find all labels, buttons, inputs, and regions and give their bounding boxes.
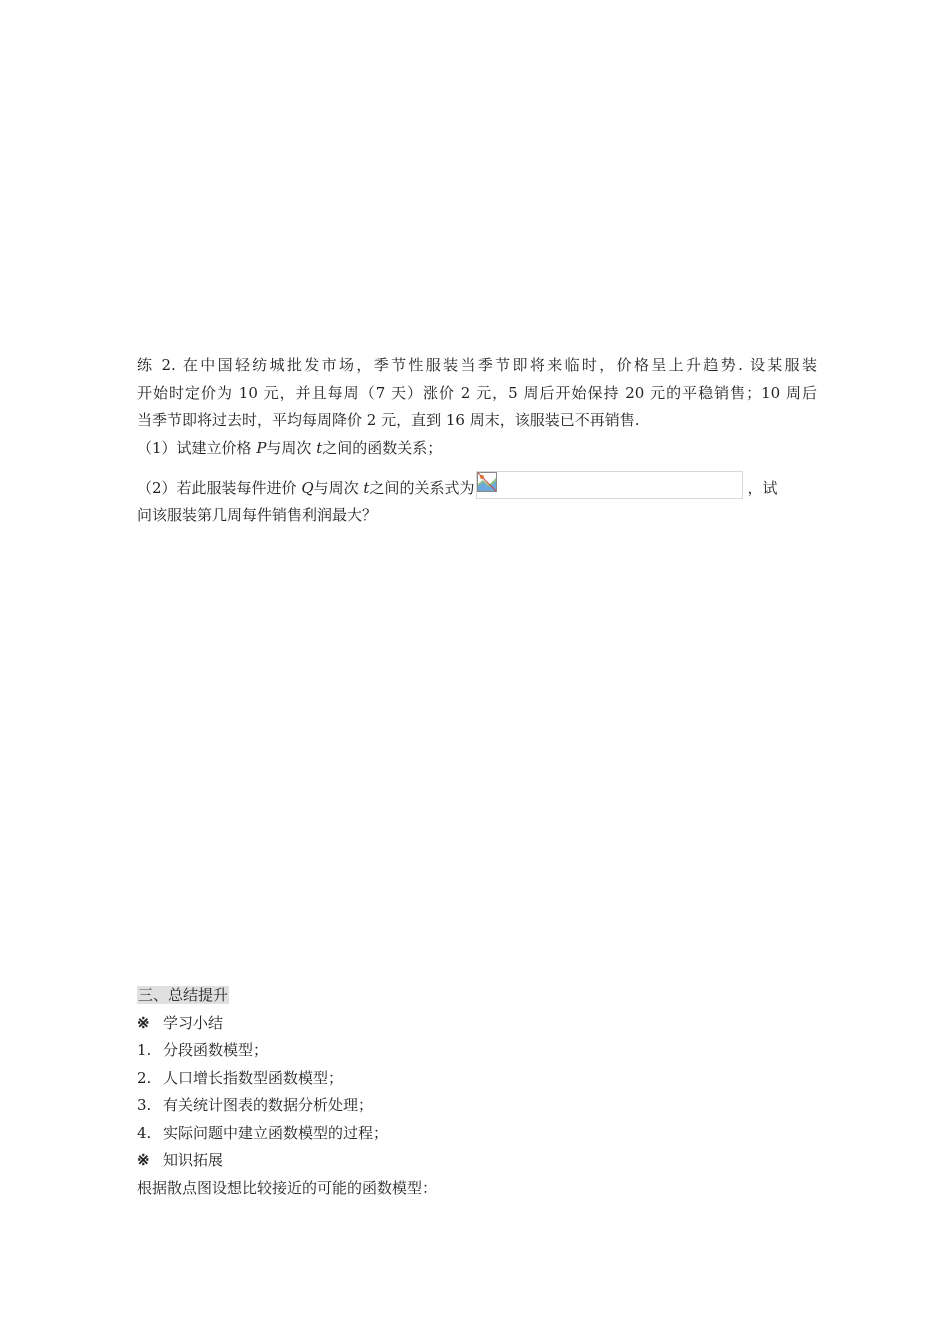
knowledge-extension-title <box>137 1147 437 1175</box>
question-2 <box>137 470 817 502</box>
list-item <box>137 1092 437 1120</box>
question-2-prefix: （2）若此服装每件进价 <box>137 478 302 497</box>
reference-mark: ※ <box>137 1013 150 1032</box>
list-item-text: 实际问题中建立函数模型的过程； <box>163 1123 389 1142</box>
list-item-text: 人口增长指数型函数模型； <box>163 1068 344 1087</box>
broken-image-icon <box>477 472 497 492</box>
list-item <box>137 1120 437 1148</box>
question-2-line-2: 问该服装第几周每件销售利润最大？ <box>137 506 378 524</box>
question-1-text-b: 与周次 <box>266 438 317 457</box>
variable-q: Q <box>301 478 314 497</box>
summary-section <box>137 982 437 1202</box>
variable-t: t <box>316 438 323 457</box>
question-2-after-formula: ，试 <box>747 478 778 497</box>
exercise-2 <box>137 352 817 530</box>
list-item-number: 2. <box>137 1068 152 1087</box>
study-summary-label: 学习小结 <box>163 1013 224 1032</box>
variable-t-2: t <box>363 478 370 497</box>
list-item-number: 1. <box>137 1041 152 1059</box>
summary-heading-text: 三、总结提升 <box>138 986 229 1004</box>
study-summary-title <box>137 1010 437 1038</box>
list-item-number: 3. <box>137 1096 152 1114</box>
exercise-line-2: 开始时定价为 10 元，并且每周（7 天）涨价 2 元，5 周后开始保持 20 元的平稳销售；10 周后 <box>137 383 817 402</box>
question-2-text-a <box>137 475 474 503</box>
list-item-number: 4. <box>137 1123 152 1142</box>
scatter-plot-note: 根据散点图设想比较接近的可能的函数模型： <box>137 1178 438 1197</box>
list-item <box>137 1037 437 1065</box>
question-2-suffix: 之间的关系式为 <box>369 478 475 497</box>
reference-mark: ※ <box>137 1151 150 1169</box>
variable-p: P <box>256 438 267 457</box>
list-item-text: 有关统计图表的数据分析处理； <box>163 1096 374 1114</box>
list-item <box>137 1065 437 1093</box>
question-1-text-a: （1）试建立价格 <box>137 438 257 457</box>
summary-heading <box>137 982 437 1010</box>
question-2-mid: 与周次 <box>313 478 364 497</box>
knowledge-extension-label: 知识拓展 <box>163 1151 224 1169</box>
exercise-statement <box>137 352 817 435</box>
exercise-line-3: 当季节即将过去时，平均每周降价 2 元，直到 16 周末，该服装已不再销售. <box>137 411 640 429</box>
exercise-line-1: 练 2. 在中国轻纺城批发市场，季节性服装当季节即将来临时，价格呈上升趋势. 设某服装 <box>137 356 817 374</box>
formula-image-placeholder <box>476 471 743 499</box>
question-1 <box>137 435 817 463</box>
list-item-text: 分段函数模型； <box>163 1041 269 1059</box>
question-1-text-c: 之间的函数关系； <box>322 438 443 457</box>
